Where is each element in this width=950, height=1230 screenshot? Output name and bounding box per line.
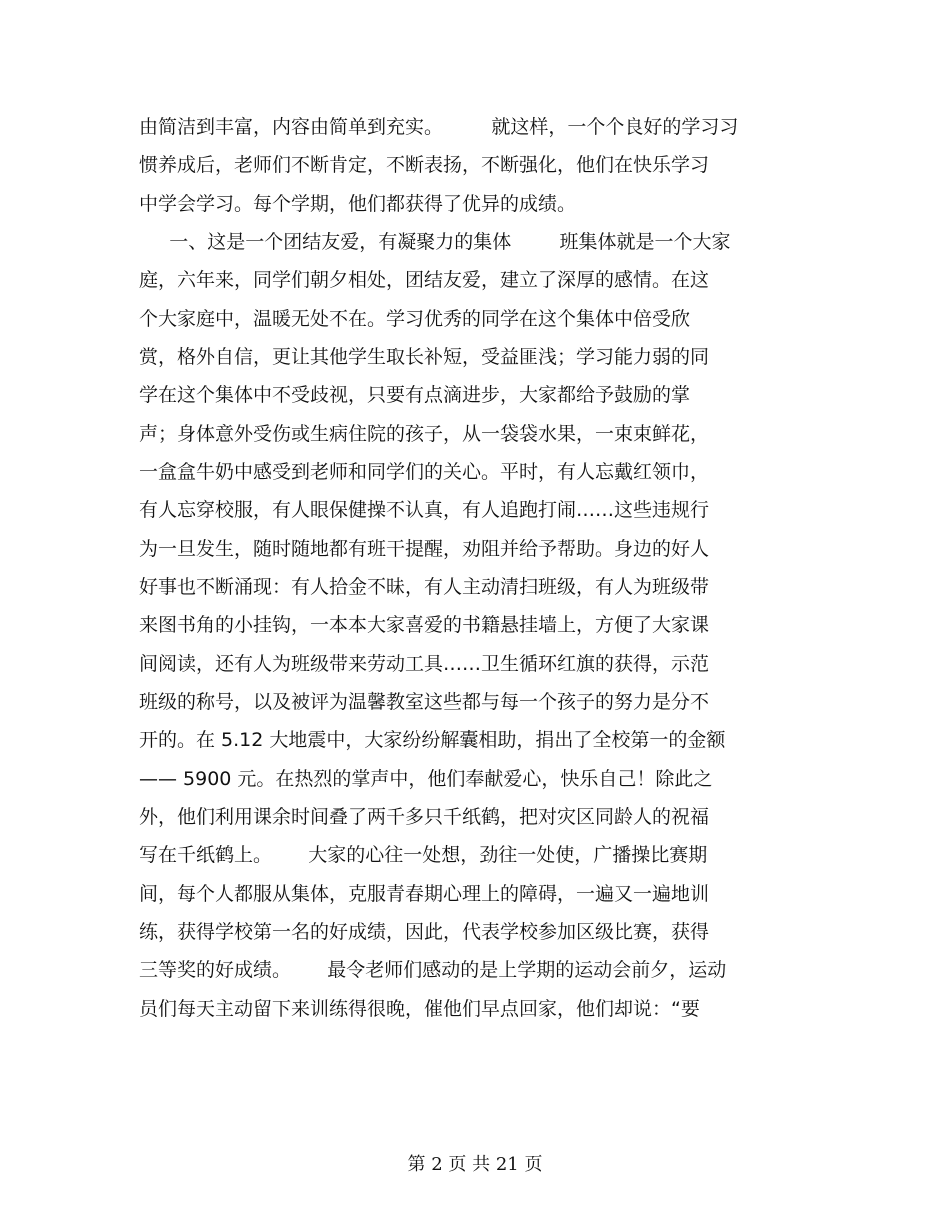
text-line: 练，获得学校第一名的好成绩，因此，代表学校参加区级比赛，获得: [139, 920, 710, 943]
text-line: 有人忘穿校服，有人眼保健操不认真，有人追跑打闹……这些违规行: [139, 499, 710, 522]
text-line: 间，每个人都服从集体，克服青春期心理上的障碍，一遍又一遍地训: [139, 882, 710, 905]
text-line: 个大家庭中，温暖无处不在。学习优秀的同学在这个集体中倍受欣: [139, 307, 691, 330]
text-line: 由简洁到丰富，内容由简单到充实。 就这样，一个个良好的学习习: [139, 116, 739, 138]
text-line: 外，他们利用课余时间叠了两千多只千纸鹤，把对灾区同龄人的祝福: [139, 805, 710, 828]
text-line: 赏，格外自信，更让其他学生取长补短，受益匪浅；学习能力弱的同: [139, 345, 710, 368]
text-line: 来图书角的小挂钩，一本本大家喜爱的书籍悬挂墙上，方便了大家课: [139, 614, 710, 637]
text-line: 班级的称号，以及被评为温馨教室这些都与每一个孩子的努力是分不: [139, 690, 710, 713]
text-line: 庭，六年来，同学们朝夕相处，团结友爱，建立了深厚的感情。在这: [139, 269, 710, 292]
text-line: 惯养成后，老师们不断肯定，不断表扬，不断强化，他们在快乐学习: [139, 154, 710, 177]
text-line: 一盒盒牛奶中感受到老师和同学们的关心。平时，有人忘戴红领巾，: [139, 460, 710, 483]
text-line: 中学会学习。每个学期，他们都获得了优异的成绩。: [139, 192, 577, 215]
text-line: 为一旦发生，随时随地都有班干提醒，劝阻并给予帮助。身边的好人: [139, 537, 710, 560]
text-line: 一、这是一个团结友爱，有凝聚力的集体 班集体就是一个大家: [139, 230, 731, 253]
text-line: 开的。在 5.12 大地震中，大家纷纷解囊相助，捐出了全校第一的金额: [139, 729, 726, 752]
page-footer: 第 2 页 共 21 页: [407, 1154, 543, 1175]
text-line: 间阅读，还有人为班级带来劳动工具……卫生循环红旗的获得，示范: [139, 652, 710, 675]
text-line: —— 5900 元。在热烈的掌声中，他们奉献爱心，快乐自己！除此之: [139, 767, 713, 790]
text-line: 员们每天主动留下来训练得很晚，催他们早点回家，他们却说：“要: [139, 997, 700, 1020]
text-line: 声；身体意外受伤或生病住院的孩子，从一袋袋水果，一束束鲜花，: [139, 422, 710, 445]
text-line: 好事也不断涌现：有人拾金不昧，有人主动清扫班级，有人为班级带: [139, 575, 710, 598]
text-line: 三等奖的好成绩。 最令老师们感动的是上学期的运动会前夕，运动: [139, 959, 727, 982]
text-line: 学在这个集体中不受歧视，只要有点滴进步，大家都给予鼓励的掌: [139, 384, 691, 407]
text-line: 写在千纸鹤上。 大家的心往一处想，劲往一处使，广播操比赛期: [139, 844, 708, 867]
